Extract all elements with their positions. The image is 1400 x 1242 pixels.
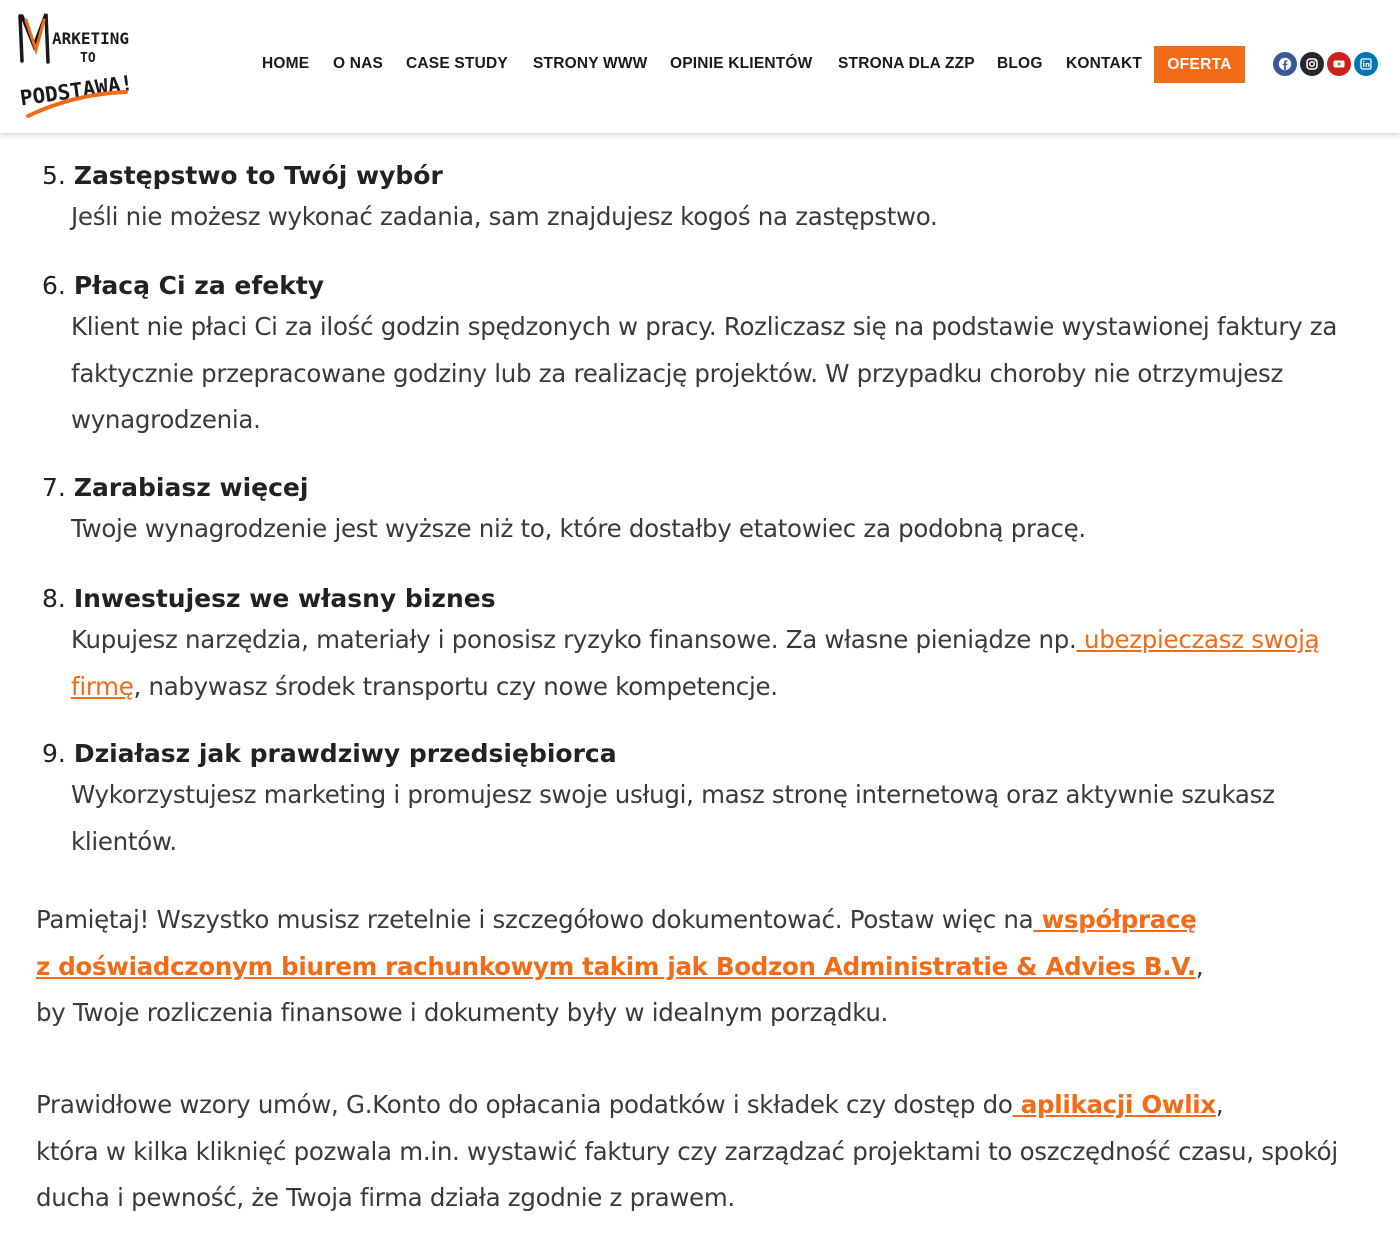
- nav-case-study[interactable]: CASE STUDY: [406, 55, 508, 72]
- nav-home[interactable]: HOME: [262, 55, 310, 72]
- list-title-text: Inwestujesz we własny biznes: [73, 584, 496, 613]
- body-text: ,: [1195, 951, 1204, 981]
- list-number: 6.: [42, 271, 66, 300]
- facebook-icon[interactable]: [1273, 52, 1297, 76]
- paragraph-line: [36, 944, 1366, 991]
- list-title-text: Działasz jak prawdziwy przedsiębiorca: [73, 739, 617, 768]
- nav-strony-www[interactable]: STRONY WWW: [533, 55, 648, 72]
- list-item-title: [42, 268, 1362, 304]
- social-links: [1273, 52, 1378, 76]
- svg-text:TO: TO: [80, 51, 96, 66]
- list-title-text: Płacą Ci za efekty: [73, 271, 325, 300]
- paragraph-rest: która w kilka kliknięć pozwala m.in. wystawić faktury czy zarządzać projektami to oszczędność czasu, spokój ducha i pewność, że Twoja firma działa zgodnie z prawem.: [36, 1136, 1338, 1212]
- oferta-button[interactable]: OFERTA: [1154, 46, 1245, 83]
- paragraph-line: by Twoje rozliczenia finansowe i dokumenty były w idealnym porządku.: [36, 998, 889, 1027]
- benefits-paragraph: [36, 1082, 1366, 1222]
- list-title-text: Zarabiasz więcej: [73, 473, 309, 502]
- list-item-body: [71, 617, 1363, 710]
- list-item-body: Wykorzystujesz marketing i promujesz swoje usługi, masz stronę internetową oraz aktywnie szukasz klientów.: [71, 780, 1275, 856]
- nav-opinie-klientow[interactable]: OPINIE KLIENTÓW: [670, 55, 813, 72]
- reminder-paragraph: [36, 897, 1366, 1037]
- linkedin-icon[interactable]: [1354, 52, 1378, 76]
- list-item-title: [42, 736, 1362, 772]
- body-text: Pamiętaj! Wszystko musisz rzetelnie i szczegółowo dokumentować. Postaw więc na: [36, 905, 1034, 934]
- list-number: 8.: [42, 584, 66, 613]
- list-item: [42, 158, 1362, 241]
- paragraph-line: [36, 1082, 1366, 1129]
- ubezpieczenie-link[interactable]: ubezpieczasz swoją firmę: [71, 625, 1320, 701]
- body-text: ,: [1215, 1090, 1224, 1119]
- nav-strona-dla-zzp[interactable]: STRONA DLA ZZP: [838, 55, 975, 72]
- svg-text:PODSTAWA!: PODSTAWA!: [18, 70, 135, 111]
- list-title-text: Zastępstwo to Twój wybór: [73, 161, 443, 190]
- list-number: 9.: [42, 739, 66, 768]
- list-item-title: [42, 581, 1362, 617]
- body-text: , nabywasz środek transportu czy nowe kompetencje.: [133, 671, 778, 701]
- youtube-icon[interactable]: [1327, 52, 1351, 76]
- list-number: 5.: [42, 161, 66, 190]
- body-text: Kupujesz narzędzia, materiały i ponosisz ryzyko finansowe. Za własne pieniądze np.: [71, 625, 1077, 654]
- list-item: [42, 736, 1362, 865]
- list-item: [42, 470, 1362, 553]
- site-header: [0, 0, 1400, 134]
- instagram-icon[interactable]: [1300, 52, 1324, 76]
- list-item-body: Klient nie płaci Ci za ilość godzin spędzonych w pracy. Rozliczasz się na podstawie wystawionej faktury za faktycznie przepracowane godziny lub za realizację projektów. W przypadku choroby nie otrzymujesz wynagrodzenia.: [71, 312, 1338, 434]
- body-text: Prawidłowe wzory umów, G.Konto do opłacania podatków i składek czy dostęp do: [36, 1090, 1013, 1119]
- list-number: 7.: [42, 473, 66, 502]
- logo-image: [14, 6, 138, 122]
- nav-o-nas[interactable]: O NAS: [333, 55, 384, 72]
- list-item-body: Jeśli nie możesz wykonać zadania, sam znajdujesz kogoś na zastępstwo.: [71, 202, 938, 231]
- list-item-title: [42, 158, 1362, 194]
- biuro-rachunkowe-link[interactable]: z doświadczonym biurem rachunkowym takim jak Bodzon Administratie & Advies B.V.: [36, 951, 1196, 981]
- svg-text:ARKETING: ARKETING: [52, 29, 130, 48]
- list-item-body: Twoje wynagrodzenie jest wyższe niż to, które dostałby etatowiec za podobną pracę.: [71, 514, 1086, 543]
- site-logo[interactable]: [14, 6, 138, 122]
- nav-kontakt[interactable]: KONTAKT: [1066, 55, 1143, 72]
- owlix-app-link[interactable]: aplikacji Owlix: [1012, 1090, 1216, 1119]
- list-item: [42, 581, 1362, 710]
- nav-blog[interactable]: BLOG: [997, 55, 1043, 72]
- list-item-title: [42, 470, 1362, 506]
- list-item: [42, 268, 1362, 444]
- paragraph-line: [36, 897, 1366, 944]
- wspolpraca-link[interactable]: współpracę: [1033, 905, 1197, 934]
